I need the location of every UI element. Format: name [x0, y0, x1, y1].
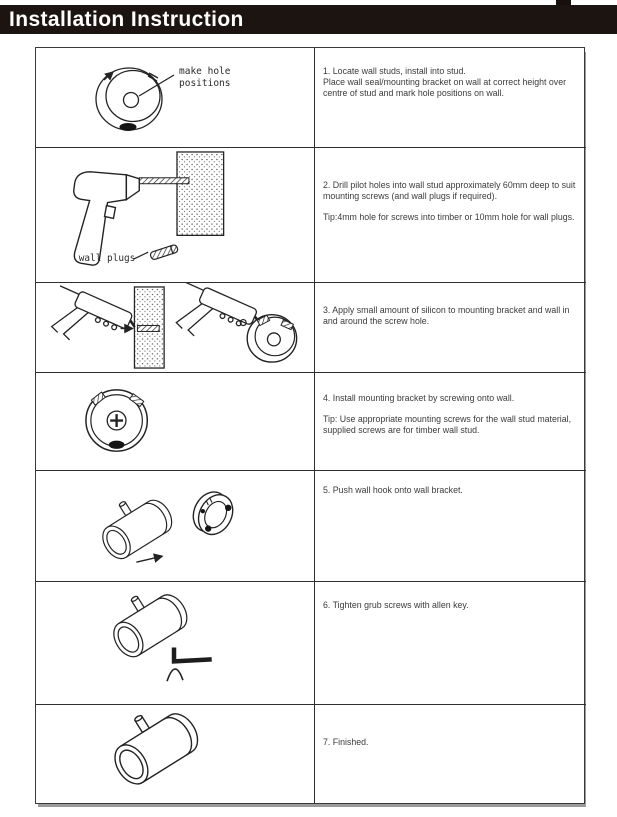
step3-text-cell [314, 282, 586, 372]
wall-plug [150, 244, 179, 260]
silicon-drawing [36, 283, 314, 372]
step5-illustration-cell [36, 470, 314, 581]
push-hook-drawing [36, 471, 314, 581]
step6-illustration-cell [36, 581, 314, 704]
phillips-cross-icon [110, 414, 123, 427]
wall-hook-drawing [90, 484, 177, 564]
step-text-line: 4. Install mounting bracket by screwing onto wall. [323, 393, 515, 403]
step4-illustration-cell [36, 372, 314, 470]
step2-text-cell [314, 147, 586, 282]
step-text-line: 5. Push wall hook onto wall bracket. [323, 485, 463, 495]
wall-bracket-ring [187, 486, 240, 540]
wall-hook-drawing [100, 582, 193, 662]
tighten-drawing [36, 582, 314, 704]
instruction-table [35, 47, 585, 804]
step-text-line: 7. Finished. [323, 737, 369, 747]
step-text-line: Place wall seal/mounting bracket on wall at correct height over centre of stud and mark hole positions on wall. [323, 77, 567, 98]
step3-illustration-cell [36, 282, 314, 372]
clip [91, 392, 105, 405]
make-hole-label-line2: positions [179, 78, 231, 89]
step6-text-cell [314, 581, 586, 704]
make-hole-label: make hole [179, 66, 231, 77]
wall-bracket-drawing [247, 315, 296, 362]
finished-drawing [36, 705, 314, 803]
title-banner [0, 5, 617, 34]
clip-arrow-icon [104, 72, 113, 80]
push-arrow [136, 556, 162, 562]
wall-plugs-leader [133, 252, 148, 259]
leader-line [139, 75, 174, 96]
clip [130, 394, 144, 407]
step-text-line: 2. Drill pilot holes into wall stud approximately 60mm deep to suit mounting screws (and wall plugs if required). [323, 180, 576, 201]
step-tip: Tip:4mm hole for screws into timber or 10mm hole for wall plugs. [323, 212, 575, 222]
caulk-gun-icon [36, 283, 151, 364]
bottom-tab [109, 441, 125, 449]
wall-stud [177, 152, 224, 235]
step-text-line: 6. Tighten grub screws with allen key. [323, 600, 469, 610]
step4-text-cell [314, 372, 586, 470]
centre-hole [124, 93, 139, 108]
drill-bit [139, 178, 189, 184]
mounting-bracket-drawing [36, 373, 314, 470]
drill-drawing [36, 148, 314, 282]
wall-seal-drawing [36, 48, 314, 147]
step-tip: Tip: Use appropriate mounting screws for the wall stud material, supplied screws are for timber wall stud. [323, 414, 572, 435]
step1-illustration-cell [36, 48, 314, 147]
step2-illustration-cell [36, 147, 314, 282]
step-text-line: 1. Locate wall studs, install into stud. [323, 66, 466, 76]
step5-text-cell [314, 470, 586, 581]
drill-body [74, 172, 140, 265]
rotate-arc [167, 669, 183, 681]
bottom-tab [120, 123, 137, 131]
allen-key [174, 647, 212, 661]
step7-text-cell [314, 704, 586, 803]
silicon-bead [137, 326, 159, 332]
wall-plugs-label: wall plugs [78, 253, 136, 265]
step1-text-cell [314, 48, 586, 147]
wall-hook-drawing [100, 705, 205, 790]
page-title: Installation Instruction [9, 7, 244, 31]
step7-illustration-cell [36, 704, 314, 803]
step-text-line: 3. Apply small amount of silicon to mounting bracket and wall in and around the screw hole. [323, 305, 570, 326]
